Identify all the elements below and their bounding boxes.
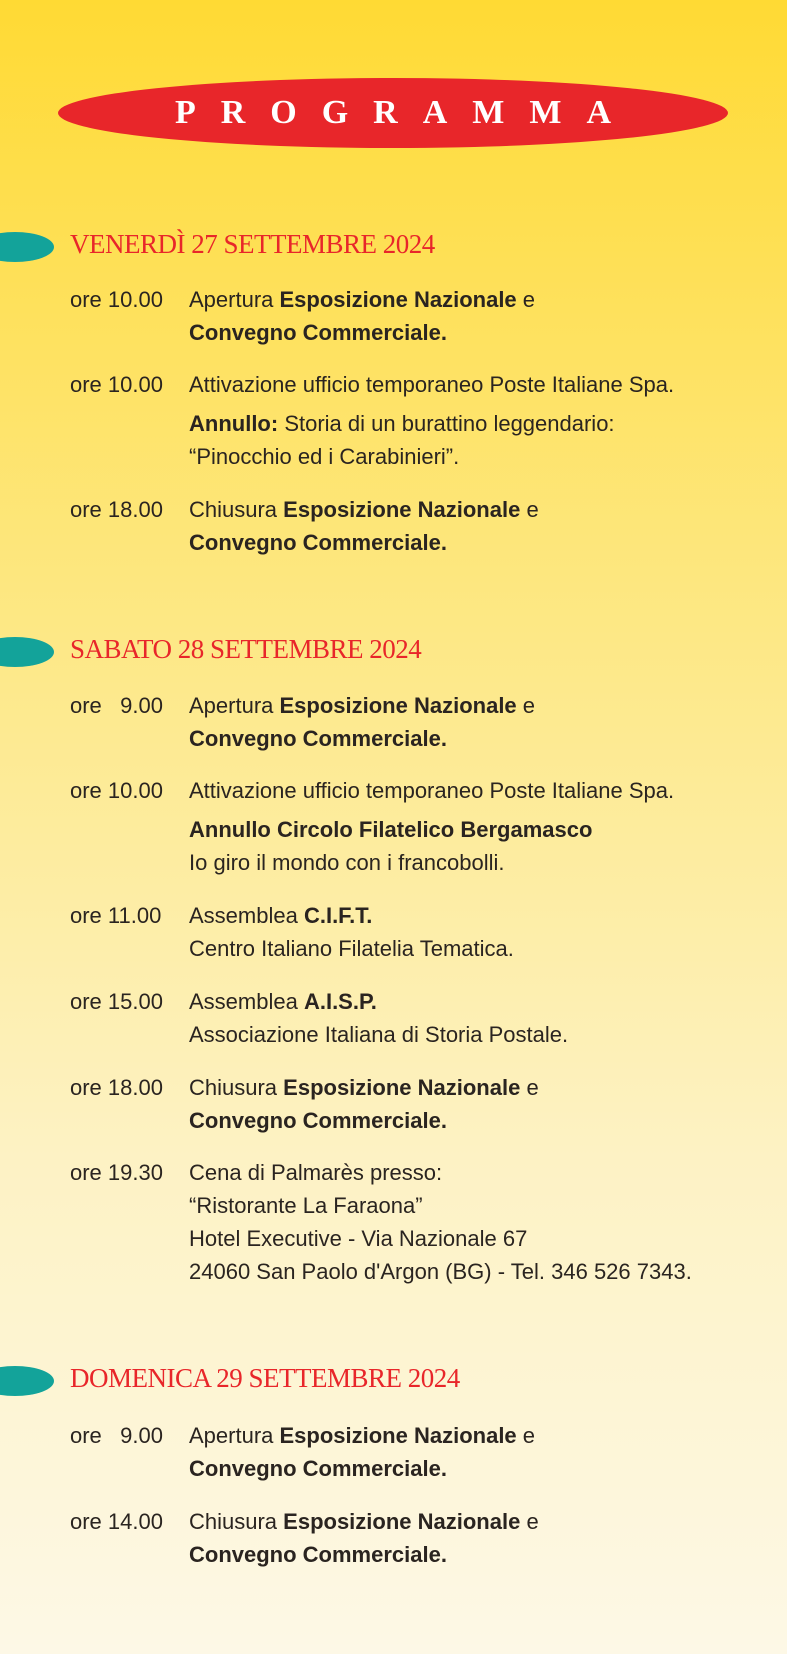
entry-time: ore 10.00 bbox=[70, 287, 163, 312]
day-title: SABATO 28 SETTEMBRE 2024 bbox=[70, 634, 422, 664]
entry-text: Cena di Palmarès presso: bbox=[189, 1160, 443, 1185]
entry-bold: Convegno Commerciale. bbox=[189, 1108, 447, 1133]
entry-text: Associazione Italiana di Storia Postale. bbox=[189, 1022, 569, 1047]
entry-text: Apertura bbox=[189, 1423, 280, 1448]
entry-time: ore 9.00 bbox=[70, 1423, 163, 1448]
annullo-text: Io giro il mondo con i francobolli. bbox=[189, 850, 505, 875]
entry-bold: Esposizione Nazionale bbox=[279, 1423, 517, 1448]
entry-text: Chiusura bbox=[189, 1075, 284, 1100]
entry-text: e bbox=[516, 1423, 536, 1448]
entry-time: ore 14.00 bbox=[70, 1509, 163, 1534]
entry-text: Chiusura bbox=[189, 1509, 284, 1534]
entry-bold: Esposizione Nazionale bbox=[283, 1075, 521, 1100]
banner-title: PROGRAMMA bbox=[174, 94, 637, 131]
entry-time: ore 11.00 bbox=[70, 903, 162, 928]
entry-text: 24060 San Paolo d'Argon (BG) - Tel. 346 526 7343. bbox=[189, 1259, 692, 1284]
annullo-text: Storia di un burattino leggendario: bbox=[278, 411, 615, 436]
entry-bold: Esposizione Nazionale bbox=[283, 497, 521, 522]
annullo-label: Annullo: bbox=[189, 411, 279, 436]
day-bullet-icon bbox=[0, 637, 54, 667]
entry-bold: Convegno Commerciale. bbox=[189, 320, 447, 345]
entry-text: Hotel Executive - Via Nazionale 67 bbox=[189, 1226, 528, 1251]
entry-text: e bbox=[520, 1075, 539, 1100]
entry-text: Centro Italiano Filatelia Tematica. bbox=[189, 936, 514, 961]
entry-text: “Ristorante La Faraona” bbox=[189, 1193, 423, 1218]
entry-bold: Esposizione Nazionale bbox=[283, 1509, 521, 1534]
entry-time: ore 10.00 bbox=[70, 372, 163, 397]
day-bullet-icon bbox=[0, 232, 54, 262]
entry-time: ore 19.30 bbox=[70, 1160, 163, 1185]
entry-text: Assemblea bbox=[189, 903, 304, 928]
entry-text: Assemblea bbox=[189, 989, 304, 1014]
entry-text: Attivazione ufficio temporaneo Poste Italiane Spa. bbox=[189, 372, 675, 397]
entry-bold: Esposizione Nazionale bbox=[279, 693, 517, 718]
entry-bold: Convegno Commerciale. bbox=[189, 1456, 447, 1481]
entry-bold: Convegno Commerciale. bbox=[189, 1542, 447, 1567]
entry-bold: C.I.F.T. bbox=[303, 903, 373, 928]
entry-text: e bbox=[516, 287, 536, 312]
entry-time: ore 9.00 bbox=[70, 693, 163, 718]
entry-time: ore 18.00 bbox=[70, 1075, 163, 1100]
entry-text: e bbox=[516, 693, 536, 718]
entry-text: e bbox=[520, 497, 539, 522]
day-title: VENERDÌ 27 SETTEMBRE 2024 bbox=[70, 229, 435, 259]
entry-text: e bbox=[520, 1509, 539, 1534]
entry-bold: Esposizione Nazionale bbox=[279, 287, 517, 312]
entry-text: Apertura bbox=[189, 287, 280, 312]
annullo-label: Annullo Circolo Filatelico Bergamasco bbox=[189, 817, 593, 842]
entry-text: Apertura bbox=[189, 693, 280, 718]
entry-text: Attivazione ufficio temporaneo Poste Italiane Spa. bbox=[189, 778, 675, 803]
annullo-text: “Pinocchio ed i Carabinieri”. bbox=[189, 444, 460, 469]
day-bullet-icon bbox=[0, 1366, 54, 1396]
entry-time: ore 15.00 bbox=[70, 989, 163, 1014]
entry-time: ore 10.00 bbox=[70, 778, 163, 803]
entry-time: ore 18.00 bbox=[70, 497, 163, 522]
entry-text: Chiusura bbox=[189, 497, 284, 522]
entry-bold: Convegno Commerciale. bbox=[189, 726, 447, 751]
programma-banner bbox=[58, 78, 728, 148]
entry-bold: Convegno Commerciale. bbox=[189, 530, 447, 555]
entry-bold: A.I.S.P. bbox=[303, 989, 377, 1014]
day-title: DOMENICA 29 SETTEMBRE 2024 bbox=[70, 1363, 460, 1393]
